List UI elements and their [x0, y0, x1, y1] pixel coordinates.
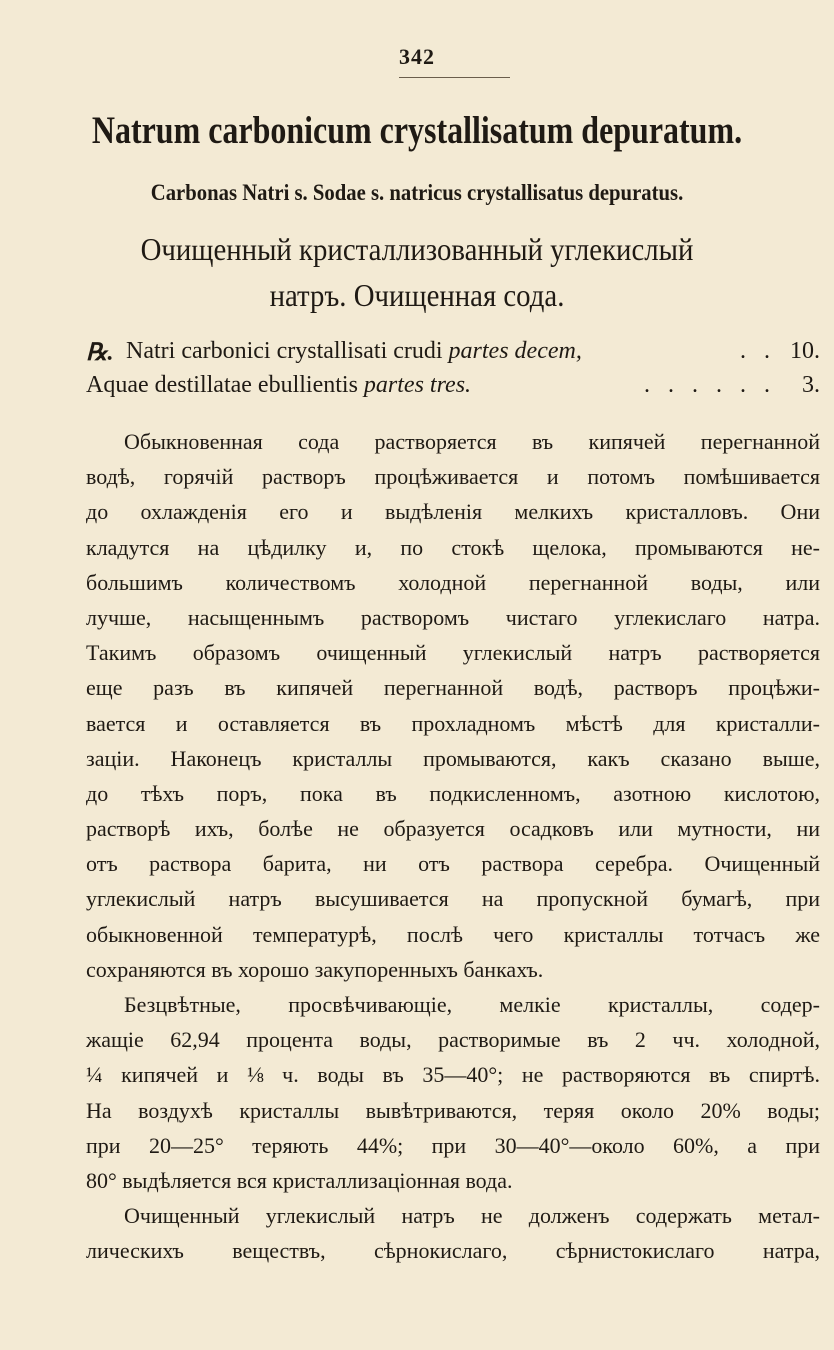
ingredient-amount: partes decem,: [448, 338, 582, 364]
ingredient-name: Natri carbonici crystallisati crudi: [126, 338, 443, 364]
recipe-row: [86, 372, 820, 406]
text-line: Такимъ образомъ очищенный углекислый натръ растворяется: [86, 640, 820, 666]
page-number: 342: [399, 44, 435, 69]
recipe-ingredient: [126, 338, 582, 365]
ingredient-quantity: 10.: [790, 338, 820, 364]
recipe-symbol: ℞.: [86, 340, 114, 366]
text-line: Безцвѣтные, просвѣчивающіе, мелкіе кристаллы, содер-: [124, 992, 820, 1017]
text-line: заціи. Наконецъ кристаллы промываются, какъ сказано выше,: [86, 745, 820, 771]
latin-title: Natrum carbonicum crystallisatum depuratum.: [91, 109, 743, 152]
page-number-rule: [399, 77, 510, 78]
paragraph-purity: [86, 1198, 820, 1268]
text-line: жащіе 62,94 процента воды, растворимые въ 2 чч. холодной,: [86, 1027, 820, 1053]
text-line: отъ раствора барита, ни отъ раствора серебра. Очищенный: [86, 851, 820, 877]
latin-subtitle: Carbonas Natri s. Sodae s. natricus crystallisatus depuratus.: [150, 180, 684, 205]
text-line: Очищенный углекислый натръ не долженъ содержать метал-: [124, 1203, 820, 1228]
recipe-leader-dots: . . . . . .: [644, 372, 776, 398]
ingredient-name: Aquae destillatae ebullientis: [86, 372, 358, 398]
text-line: обыкновенной температурѣ, послѣ чего кристаллы тотчасъ же: [86, 921, 820, 947]
text-line: Обыкновенная сода растворяется въ кипячей перегнанной: [124, 429, 820, 454]
text-line: до тѣхъ поръ, пока въ подкисленномъ, азотною кислотою,: [86, 780, 820, 806]
text-line: вается и оставляется въ прохладномъ мѣстѣ для кристалли-: [86, 710, 820, 736]
russian-title-line: Очищенный кристаллизованный углекислый: [140, 231, 694, 267]
text-line: лучше, насыщеннымъ растворомъ чистаго углекислаго натра.: [86, 604, 820, 630]
recipe: [86, 338, 820, 406]
russian-title-line: натръ. Очищенная сода.: [269, 277, 565, 313]
text-line: сохраняются въ хорошо закупоренныхъ банкахъ.: [86, 956, 544, 982]
recipe-leader-dots: . .: [740, 338, 776, 364]
russian-title: [42, 226, 793, 318]
text-line: лическихъ веществъ, сѣрнокислаго, сѣрнистокислаго натра,: [86, 1238, 820, 1264]
recipe-row: [86, 338, 820, 372]
paragraph-preparation: [86, 424, 820, 987]
paragraph-properties: [86, 987, 820, 1198]
recipe-ingredient: [86, 372, 471, 399]
text-line: 80° выдѣляется вся кристаллизаціонная вода.: [86, 1167, 513, 1193]
ingredient-amount: partes tres.: [363, 372, 472, 398]
text-line: На воздухѣ кристаллы вывѣтриваются, теряя около 20% воды;: [86, 1097, 820, 1123]
ingredient-quantity: 3.: [802, 372, 820, 398]
text-line: кладутся на цѣдилку и, по стокѣ щелока, промываются не-: [86, 534, 820, 560]
text-line: углекислый натръ высушивается на пропускной бумагѣ, при: [86, 886, 820, 912]
text-line: еще разъ въ кипячей перегнанной водѣ, растворъ процѣжи-: [86, 675, 820, 701]
text-line: растворѣ ихъ, болѣе не образуется осадковъ или мутности, ни: [86, 816, 820, 842]
text-line: при 20—25° теряють 44%; при 30—40°—около 60%, а при: [86, 1132, 820, 1158]
text-line: ¼ кипячей и ⅛ ч. воды въ 35—40°; не растворяются въ спиртѣ.: [86, 1062, 820, 1088]
text-line: большимъ количествомъ холодной перегнанной воды, или: [86, 569, 820, 595]
text-line: до охлажденія его и выдѣленія мелкихъ кристалловъ. Они: [86, 499, 820, 525]
text-line: водѣ, горячій растворъ процѣживается и потомъ помѣшивается: [86, 464, 820, 490]
